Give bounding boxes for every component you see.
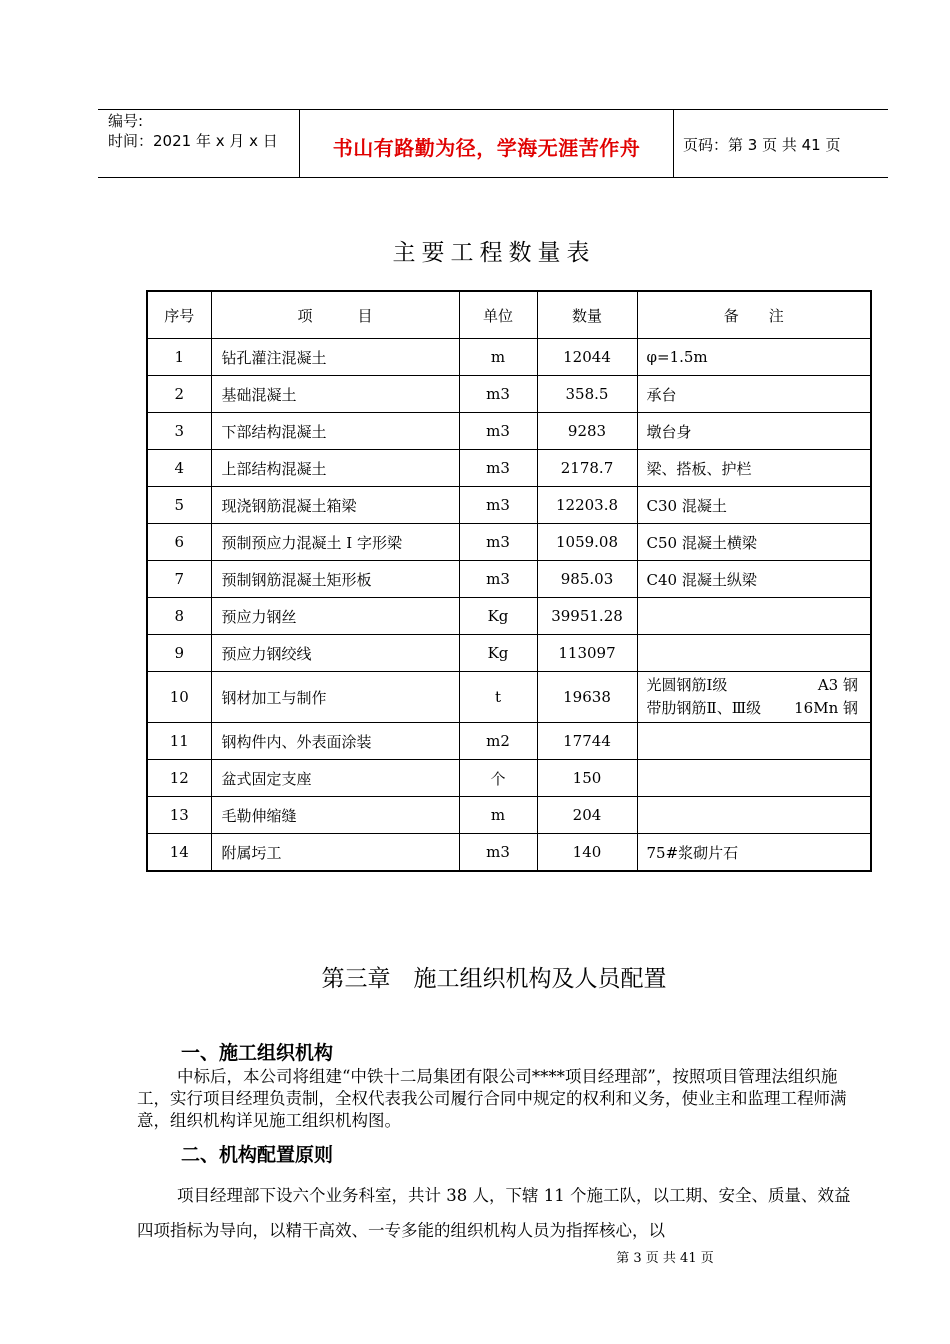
cell-unit: m3: [459, 450, 537, 487]
chapter-title: 第三章 施工组织机构及人员配置: [321, 966, 667, 992]
cell-item: 钢构件内、外表面涂装: [211, 723, 459, 760]
cell-no: 6: [147, 524, 211, 561]
cell-qty: 2178.7: [537, 450, 637, 487]
cell-no: 11: [147, 723, 211, 760]
cell-item: 钻孔灌注混凝土: [211, 339, 459, 376]
table-row: [147, 834, 871, 872]
cell-no: 2: [147, 376, 211, 413]
cell-qty: 39951.28: [537, 598, 637, 635]
cell-no: 14: [147, 834, 211, 872]
cell-unit: Kg: [459, 635, 537, 672]
table-row: [147, 598, 871, 635]
table-row: [147, 635, 871, 672]
header-divider-right: [673, 109, 674, 177]
cell-unit: Kg: [459, 598, 537, 635]
note-line-2-right: 16Mn 钢: [794, 699, 858, 717]
header-bottom-rule: [98, 177, 888, 178]
table-row: [147, 376, 871, 413]
table-title: 主要工程数量表: [392, 240, 596, 266]
cell-note: [637, 760, 871, 797]
cell-item: 上部结构混凝土: [211, 450, 459, 487]
cell-note: [637, 635, 871, 672]
header-top-rule: [98, 109, 888, 110]
cell-no: 9: [147, 635, 211, 672]
table-row: [147, 487, 871, 524]
cell-qty: 204: [537, 797, 637, 834]
table-row: [147, 760, 871, 797]
table-row: [147, 413, 871, 450]
cell-no: 5: [147, 487, 211, 524]
cell-qty: 140: [537, 834, 637, 872]
cell-unit: m3: [459, 376, 537, 413]
table-header-row: [147, 291, 871, 339]
cell-qty: 19638: [537, 672, 637, 723]
cell-qty: 1059.08: [537, 524, 637, 561]
cell-note: C30 混凝土: [637, 487, 871, 524]
cell-no: 8: [147, 598, 211, 635]
table-row: [147, 561, 871, 598]
cell-qty: 150: [537, 760, 637, 797]
cell-no: 10: [147, 672, 211, 723]
cell-note: φ=1.5m: [637, 339, 871, 376]
cell-qty: 9283: [537, 413, 637, 450]
cell-item: 下部结构混凝土: [211, 413, 459, 450]
cell-qty: 12203.8: [537, 487, 637, 524]
header-motto: 书山有路勤为径，学海无涯苦作舟: [332, 136, 641, 160]
cell-qty: 12044: [537, 339, 637, 376]
note-line-2-left: 带肋钢筋Ⅱ、Ⅲ级: [646, 699, 762, 717]
note-line-1: [647, 674, 871, 697]
cell-unit: t: [459, 672, 537, 723]
col-header-item: 项 目: [211, 291, 459, 339]
cell-note: [637, 723, 871, 760]
cell-no: 4: [147, 450, 211, 487]
cell-item: 预制预应力混凝土 I 字形梁: [211, 524, 459, 561]
table-row: [147, 797, 871, 834]
table-row: [147, 450, 871, 487]
cell-note: [637, 797, 871, 834]
cell-unit: m: [459, 339, 537, 376]
cell-qty: 113097: [537, 635, 637, 672]
cell-unit: m3: [459, 561, 537, 598]
cell-note: 75#浆砌片石: [637, 834, 871, 872]
cell-unit: m3: [459, 413, 537, 450]
header-code-label: 编号:: [108, 112, 144, 130]
section2-heading: 二、机构配置原则: [181, 1144, 334, 1166]
col-header-unit: 单位: [459, 291, 537, 339]
header-time-label: 时间：2021 年 x 月 x 日: [108, 132, 278, 150]
cell-item: 预应力钢丝: [211, 598, 459, 635]
cell-unit: 个: [459, 760, 537, 797]
cell-item: 毛勒伸缩缝: [211, 797, 459, 834]
cell-note: 承台: [637, 376, 871, 413]
cell-unit: m3: [459, 834, 537, 872]
table-row: [147, 339, 871, 376]
cell-note: [637, 672, 871, 723]
cell-qty: 358.5: [537, 376, 637, 413]
header-page-label: 页码：第 3 页 共 41 页: [683, 136, 841, 154]
cell-no: 13: [147, 797, 211, 834]
cell-note: C40 混凝土纵梁: [637, 561, 871, 598]
cell-note: 墩台身: [637, 413, 871, 450]
cell-qty: 17744: [537, 723, 637, 760]
col-header-no: 序号: [147, 291, 211, 339]
note-line-1-right: A3 钢: [817, 676, 858, 694]
quantity-table: [146, 290, 872, 872]
table-row: [147, 524, 871, 561]
note-line-2: [647, 697, 871, 720]
table-row: [147, 672, 871, 723]
cell-item: 预应力钢绞线: [211, 635, 459, 672]
cell-item: 附属圬工: [211, 834, 459, 872]
page-footer: 第 3 页 共 41 页: [616, 1251, 714, 1266]
section1-body: 中标后，本公司将组建“中铁十二局集团有限公司****项目经理部”，按照项目管理法组织施工，实行项目经理负责制，全权代表我公司履行合同中规定的权利和义务，使业主和监理工程师满意，组织机构详见施工组织机构图。: [137, 1067, 847, 1130]
col-header-note: 备 注: [637, 291, 871, 339]
note-line-1-left: 光圆钢筋Ⅰ级: [646, 676, 728, 694]
section2-body: 项目经理部下设六个业务科室，共计 38 人，下辖 11 个施工队，以工期、安全、质量、效益四项指标为导向，以精干高效、一专多能的组织机构人员为指挥核心，以: [137, 1186, 851, 1240]
table-row: [147, 723, 871, 760]
cell-no: 7: [147, 561, 211, 598]
cell-item: 现浇钢筋混凝土箱梁: [211, 487, 459, 524]
cell-qty: 985.03: [537, 561, 637, 598]
cell-note: 梁、搭板、护栏: [637, 450, 871, 487]
cell-note: C50 混凝土横梁: [637, 524, 871, 561]
cell-item: 钢材加工与制作: [211, 672, 459, 723]
cell-item: 基础混凝土: [211, 376, 459, 413]
cell-unit: m2: [459, 723, 537, 760]
cell-no: 1: [147, 339, 211, 376]
cell-no: 12: [147, 760, 211, 797]
cell-unit: m3: [459, 487, 537, 524]
section1-heading: 一、施工组织机构: [181, 1042, 334, 1064]
cell-item: 预制钢筋混凝土矩形板: [211, 561, 459, 598]
cell-no: 3: [147, 413, 211, 450]
cell-note: [637, 598, 871, 635]
cell-item: 盆式固定支座: [211, 760, 459, 797]
header-meta: [108, 111, 278, 151]
cell-unit: m3: [459, 524, 537, 561]
col-header-qty: 数量: [537, 291, 637, 339]
cell-unit: m: [459, 797, 537, 834]
